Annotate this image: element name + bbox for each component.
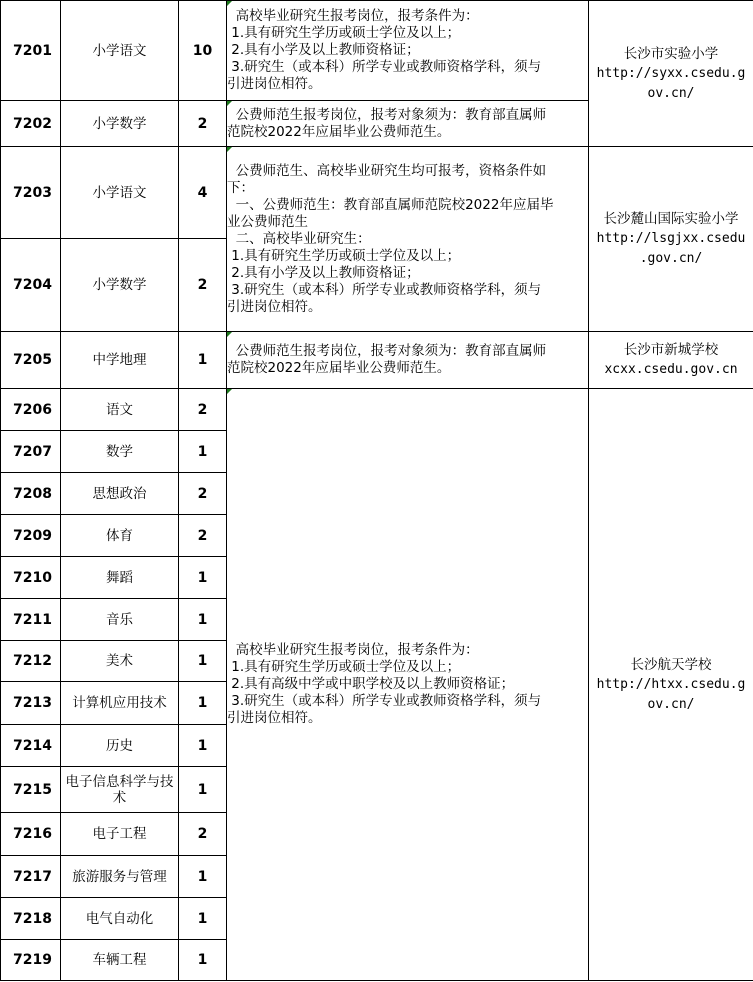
headcount: 2 bbox=[179, 515, 227, 557]
headcount: 1 bbox=[179, 898, 227, 940]
headcount: 1 bbox=[179, 557, 227, 599]
requirements bbox=[227, 147, 589, 332]
requirement-line: 公费师范生、高校毕业研究生均可报考，资格条件如 bbox=[227, 162, 547, 179]
requirement-line: 高校毕业研究生报考岗位，报考条件为： bbox=[227, 8, 479, 24]
requirement-line: 3.研究生（或本科）所学专业或教师资格学科，须与 bbox=[227, 59, 542, 75]
subject: 语文 bbox=[61, 389, 179, 431]
school-name: 长沙市实验小学 bbox=[623, 45, 719, 62]
subject: 小学数学 bbox=[61, 239, 179, 332]
headcount: 1 bbox=[179, 725, 227, 767]
headcount: 2 bbox=[179, 473, 227, 515]
requirement-line: 范院校2022年应届毕业公费师范生。 bbox=[227, 123, 451, 140]
requirement-line: 二、高校毕业研究生： bbox=[227, 230, 371, 247]
requirements bbox=[227, 1, 589, 101]
requirement-line: 2.具有小学及以上教师资格证； bbox=[227, 264, 420, 281]
headcount: 1 bbox=[179, 767, 227, 813]
headcount: 1 bbox=[179, 940, 227, 981]
headcount: 4 bbox=[179, 147, 227, 239]
subject: 电子信息科学与技术 bbox=[61, 767, 179, 813]
position-code: 7217 bbox=[1, 856, 61, 898]
requirement-line: 引进岗位相符。 bbox=[227, 298, 322, 315]
position-code: 7213 bbox=[1, 682, 61, 725]
requirement-line: 一、公费师范生：教育部直属师范院校2022年应届毕 bbox=[227, 196, 554, 213]
subject: 小学数学 bbox=[61, 101, 179, 147]
requirements bbox=[227, 389, 589, 981]
headcount: 2 bbox=[179, 101, 227, 147]
subject: 美术 bbox=[61, 641, 179, 682]
subject: 旅游服务与管理 bbox=[61, 856, 179, 898]
requirement-line: 公费师范生报考岗位，报考对象须为：教育部直属师 bbox=[227, 343, 547, 359]
school-url: ov.cn/ bbox=[647, 696, 695, 712]
subject: 电子工程 bbox=[61, 813, 179, 856]
table-row bbox=[1, 389, 753, 431]
position-code: 7211 bbox=[1, 599, 61, 641]
school bbox=[589, 1, 753, 147]
subject: 中学地理 bbox=[61, 332, 179, 389]
headcount: 1 bbox=[179, 641, 227, 682]
requirement-line: 公费师范生报考岗位，报考对象须为：教育部直属师 bbox=[227, 106, 547, 123]
requirement-line: 范院校2022年应届毕业公费师范生。 bbox=[227, 360, 451, 376]
position-code: 7205 bbox=[1, 332, 61, 389]
headcount: 2 bbox=[179, 389, 227, 431]
subject: 车辆工程 bbox=[61, 940, 179, 981]
headcount: 1 bbox=[179, 856, 227, 898]
subject: 小学语文 bbox=[61, 147, 179, 239]
school-name: 长沙麓山国际实验小学 bbox=[603, 211, 739, 227]
subject: 电气自动化 bbox=[61, 898, 179, 940]
comment-marker-icon bbox=[227, 1, 232, 6]
subject: 舞蹈 bbox=[61, 557, 179, 599]
school-url: http://htxx.csedu.g bbox=[596, 676, 746, 692]
requirements bbox=[227, 101, 589, 147]
position-code: 7207 bbox=[1, 431, 61, 473]
headcount: 2 bbox=[179, 813, 227, 856]
school bbox=[589, 389, 753, 981]
position-code: 7216 bbox=[1, 813, 61, 856]
position-code: 7219 bbox=[1, 940, 61, 981]
subject: 计算机应用技术 bbox=[61, 682, 179, 725]
headcount: 1 bbox=[179, 431, 227, 473]
requirement-line: 下： bbox=[227, 179, 254, 196]
position-code: 7202 bbox=[1, 101, 61, 147]
subject: 数学 bbox=[61, 431, 179, 473]
position-code: 7203 bbox=[1, 147, 61, 239]
school-name: 长沙市新城学校 bbox=[623, 342, 719, 358]
comment-marker-icon bbox=[227, 332, 232, 337]
subject: 思想政治 bbox=[61, 473, 179, 515]
headcount: 10 bbox=[179, 1, 227, 101]
table-row bbox=[1, 147, 753, 239]
position-code: 7214 bbox=[1, 725, 61, 767]
school-url: .gov.cn/ bbox=[639, 251, 703, 266]
requirement-line: 引进岗位相符。 bbox=[227, 76, 322, 92]
school-url: ov.cn/ bbox=[647, 85, 695, 101]
requirement-line: 2.具有小学及以上教师资格证； bbox=[227, 42, 420, 58]
position-code: 7209 bbox=[1, 515, 61, 557]
position-code: 7208 bbox=[1, 473, 61, 515]
position-code: 7201 bbox=[1, 1, 61, 101]
subject: 历史 bbox=[61, 725, 179, 767]
table-row bbox=[1, 1, 753, 101]
school bbox=[589, 332, 753, 389]
requirement-line: 1.具有研究生学历或硕士学位及以上； bbox=[227, 25, 461, 41]
subject: 音乐 bbox=[61, 599, 179, 641]
position-code: 7215 bbox=[1, 767, 61, 813]
position-code: 7206 bbox=[1, 389, 61, 431]
school-url: http://syxx.csedu.g bbox=[596, 65, 746, 81]
headcount: 2 bbox=[179, 239, 227, 332]
requirement-line: 3.研究生（或本科）所学专业或教师资格学科，须与 bbox=[227, 693, 542, 709]
requirement-line: 1.具有研究生学历或硕士学位及以上； bbox=[227, 659, 461, 675]
comment-marker-icon bbox=[227, 147, 232, 152]
requirements bbox=[227, 332, 589, 389]
school-name: 长沙航天学校 bbox=[630, 656, 712, 673]
requirement-line: 2.具有高级中学或中职学校及以上教师资格证； bbox=[227, 676, 515, 692]
table-row bbox=[1, 332, 753, 389]
position-code: 7204 bbox=[1, 239, 61, 332]
subject: 小学语文 bbox=[61, 1, 179, 101]
school-url: http://lsgjxx.csedu bbox=[596, 231, 746, 246]
requirement-line: 3.研究生（或本科）所学专业或教师资格学科，须与 bbox=[227, 281, 542, 298]
headcount: 1 bbox=[179, 682, 227, 725]
requirement-line: 业公费师范生 bbox=[227, 213, 308, 230]
headcount: 1 bbox=[179, 332, 227, 389]
comment-marker-icon bbox=[227, 389, 232, 394]
subject: 体育 bbox=[61, 515, 179, 557]
position-code: 7218 bbox=[1, 898, 61, 940]
school bbox=[589, 147, 753, 332]
position-code: 7212 bbox=[1, 641, 61, 682]
school-url: xcxx.csedu.gov.cn bbox=[604, 362, 738, 377]
requirement-line: 1.具有研究生学历或硕士学位及以上； bbox=[227, 247, 461, 264]
requirement-line: 引进岗位相符。 bbox=[227, 710, 322, 726]
comment-marker-icon bbox=[227, 101, 232, 106]
position-code: 7210 bbox=[1, 557, 61, 599]
requirement-line: 高校毕业研究生报考岗位，报考条件为： bbox=[227, 642, 479, 658]
headcount: 1 bbox=[179, 599, 227, 641]
